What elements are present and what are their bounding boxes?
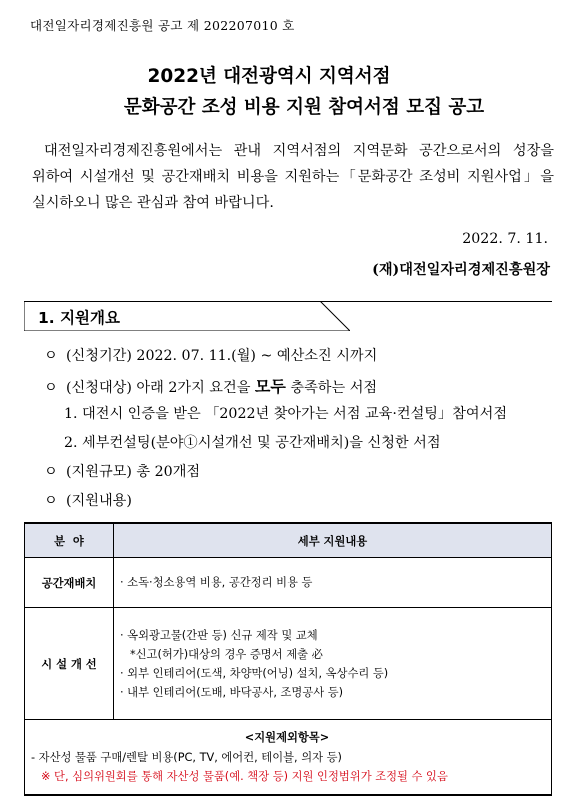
bullet: ㅇ (44, 380, 58, 396)
page-title-line2: 문화공간 조성 비용 지원 참여서점 모집 공고 (123, 97, 485, 118)
table-header-row (25, 523, 552, 558)
target-text-end: 충족하는 서점 (290, 380, 378, 396)
table-row-exclusions (25, 720, 552, 796)
section-title: 1. 지원개요 (38, 309, 120, 327)
target-label: (신청대상) (66, 380, 132, 396)
target-emphasis: 모두 (254, 377, 286, 396)
exclusion-note: ※ 단, 심의위원회를 통해 자산성 물품(예. 책장 등) 지원 인정범위가 조정될 수 있음 (41, 770, 448, 783)
header-field: 분 야 (25, 523, 114, 558)
announcement-date: 2022. 7. 11. (462, 231, 548, 247)
row-content-space (114, 558, 552, 608)
row-item: · 소독·청소용역 비용, 공간정리 비용 등 (120, 576, 313, 589)
row-label-space: 공간재배치 (25, 558, 114, 608)
exclusion-title: <지원제외항목> (244, 731, 330, 744)
bullet: ㅇ (44, 464, 58, 480)
exclusion-box (25, 720, 552, 796)
scale-value: 총 20개점 (136, 464, 201, 480)
content-line (44, 490, 132, 510)
row-content-facility (114, 608, 552, 720)
exclusion-item: - 자산성 물품 구매/렌탈 비용(PC, TV, 에어컨, 테이블, 의자 등) (31, 751, 342, 764)
table-row (25, 558, 552, 608)
page-title-line1: 2022년 대전광역시 지역서점 (147, 66, 391, 87)
support-table (24, 522, 552, 796)
period-label: (신청기간) (66, 348, 132, 364)
target-line (44, 374, 377, 397)
row-item: · 외부 인테리어(도색, 차양막(어닝) 설치, 옥상수리 등) (120, 666, 389, 680)
bullet: ㅇ (44, 493, 58, 509)
row-item: · 옥외광고물(간판 등) 신규 제작 및 교체 (120, 628, 318, 642)
row-label-facility: 시 설 개 선 (25, 608, 114, 720)
requirement-2: 2. 세부컨설팅(분야①시설개선 및 공간재배치)을 신청한 서점 (64, 435, 441, 451)
period-line (44, 345, 377, 365)
period-value: 2022. 07. 11.(월) ~ 예산소진 시까지 (136, 348, 378, 364)
scale-line (44, 461, 200, 481)
issuer-name: (재)대전일자리경제진흥원장 (372, 262, 550, 278)
target-text: 아래 2가지 요건을 (136, 380, 251, 396)
row-item-note: *신고(허가)대상의 경우 증명서 제출 必 (130, 647, 323, 661)
intro-paragraph: 대전일자리경제진흥원에서는 관내 지역서점의 지역문화 공간으로서의 성장을 위하여 시설개선 및 공간재배치 비용을 지원하는「문화공간 조성비 지원사업」을 실시하오니 많은 관심과 참여 바랍니다. (32, 143, 554, 211)
bullet: ㅇ (44, 348, 58, 364)
notice-number: 대전일자리경제진흥원 공고 제 202207010 호 (30, 18, 295, 33)
requirement-1: 1. 대전시 인증을 받은 「2022년 찾아가는 서점 교육·컨설팅」참여서점 (64, 406, 508, 422)
header-detail: 세부 지원내용 (114, 523, 552, 558)
content-label: (지원내용) (66, 493, 132, 509)
scale-label: (지원규모) (66, 464, 132, 480)
row-item: · 내부 인테리어(도배, 바닥공사, 조명공사 등) (120, 685, 344, 699)
table-row (25, 608, 552, 720)
